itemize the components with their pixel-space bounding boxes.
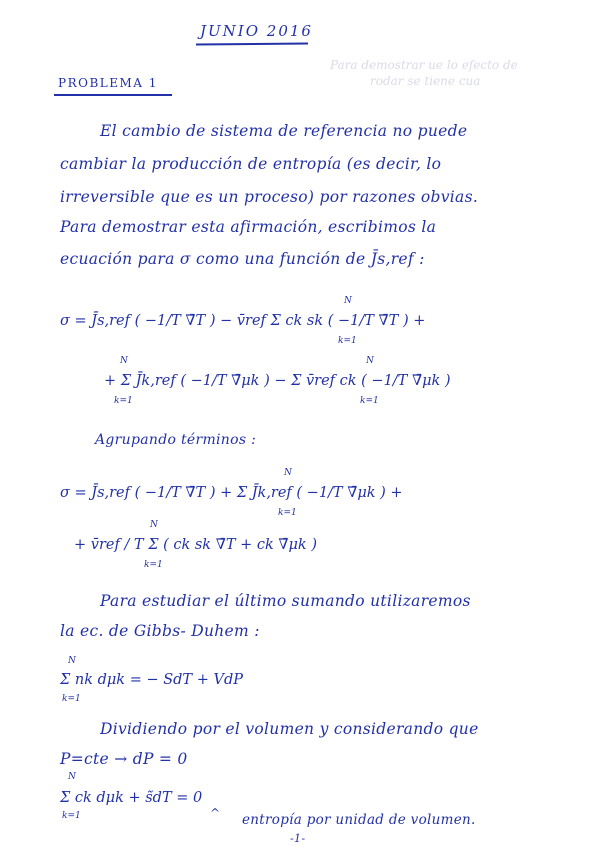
sum-lower-limit: k=1 [278, 508, 297, 518]
sum-upper-limit: N [120, 356, 128, 366]
sum-lower-limit: k=1 [62, 811, 81, 821]
equation-3: Σ ck dμk + s̃dT = 0 [60, 790, 203, 806]
page-number: -1- [290, 832, 306, 845]
paragraph-line: la ec. de Gibbs- Duhem : [60, 622, 260, 640]
sum-upper-limit: N [284, 468, 292, 478]
title-underline [54, 94, 172, 96]
sum-lower-limit: k=1 [338, 336, 357, 346]
sum-lower-limit: k=1 [360, 396, 379, 406]
problem-title: PROBLEMA 1 [58, 76, 158, 90]
caret-arrow-icon: ^ [210, 806, 221, 820]
sum-upper-limit: N [68, 656, 76, 666]
paragraph-line: Dividiendo por el volumen y considerando que [100, 720, 479, 738]
sum-upper-limit: N [366, 356, 374, 366]
annotation-note: entropía por unidad de volumen. [242, 812, 476, 828]
equation-2-line-2: + v̄ref / T Σ ( ck sk ∇̄T + ck ∇̄μk ) [74, 537, 317, 553]
paragraph-line: El cambio de sistema de referencia no puede [100, 122, 468, 140]
sum-lower-limit: k=1 [62, 694, 81, 704]
gibbs-duhem-equation: Σ nk dμk = − SdT + VdP [60, 672, 243, 688]
paragraph-line: P=cte → dP = 0 [60, 750, 188, 768]
date-heading: JUNIO 2016 [200, 22, 313, 40]
sum-lower-limit: k=1 [114, 396, 133, 406]
paragraph-line: irreversible que es un proceso) por razones obvias. [60, 188, 479, 206]
sum-upper-limit: N [344, 296, 352, 306]
bleed-through-text: Para demostrar ue lo efecto de [330, 58, 518, 72]
sum-upper-limit: N [68, 772, 76, 782]
paragraph-line: cambiar la producción de entropía (es decir, lo [60, 155, 442, 173]
bleed-through-text: rodar se tiene cua [370, 74, 481, 88]
paragraph-line: Agrupando términos : [95, 432, 257, 448]
equation-1-line-1: σ = J̄s,ref ( −1/T ∇̄T ) − v̄ref Σ ck sk ( −1/T ∇̄T ) + [60, 313, 426, 329]
sum-upper-limit: N [150, 520, 158, 530]
sum-lower-limit: k=1 [144, 560, 163, 570]
equation-1-line-2: + Σ J̄k,ref ( −1/T ∇̄μk ) − Σ v̄ref ck ( −1/T ∇̄μk ) [104, 373, 451, 389]
date-underline [196, 43, 308, 45]
equation-2-line-1: σ = J̄s,ref ( −1/T ∇̄T ) + Σ J̄k,ref ( −1/T ∇̄μk ) + [60, 485, 403, 501]
paragraph-line: Para demostrar esta afirmación, escribimos la [60, 218, 437, 236]
paragraph-line: Para estudiar el último sumando utilizaremos [100, 592, 471, 610]
paragraph-line: ecuación para σ como una función de J̄s,ref : [60, 250, 425, 268]
